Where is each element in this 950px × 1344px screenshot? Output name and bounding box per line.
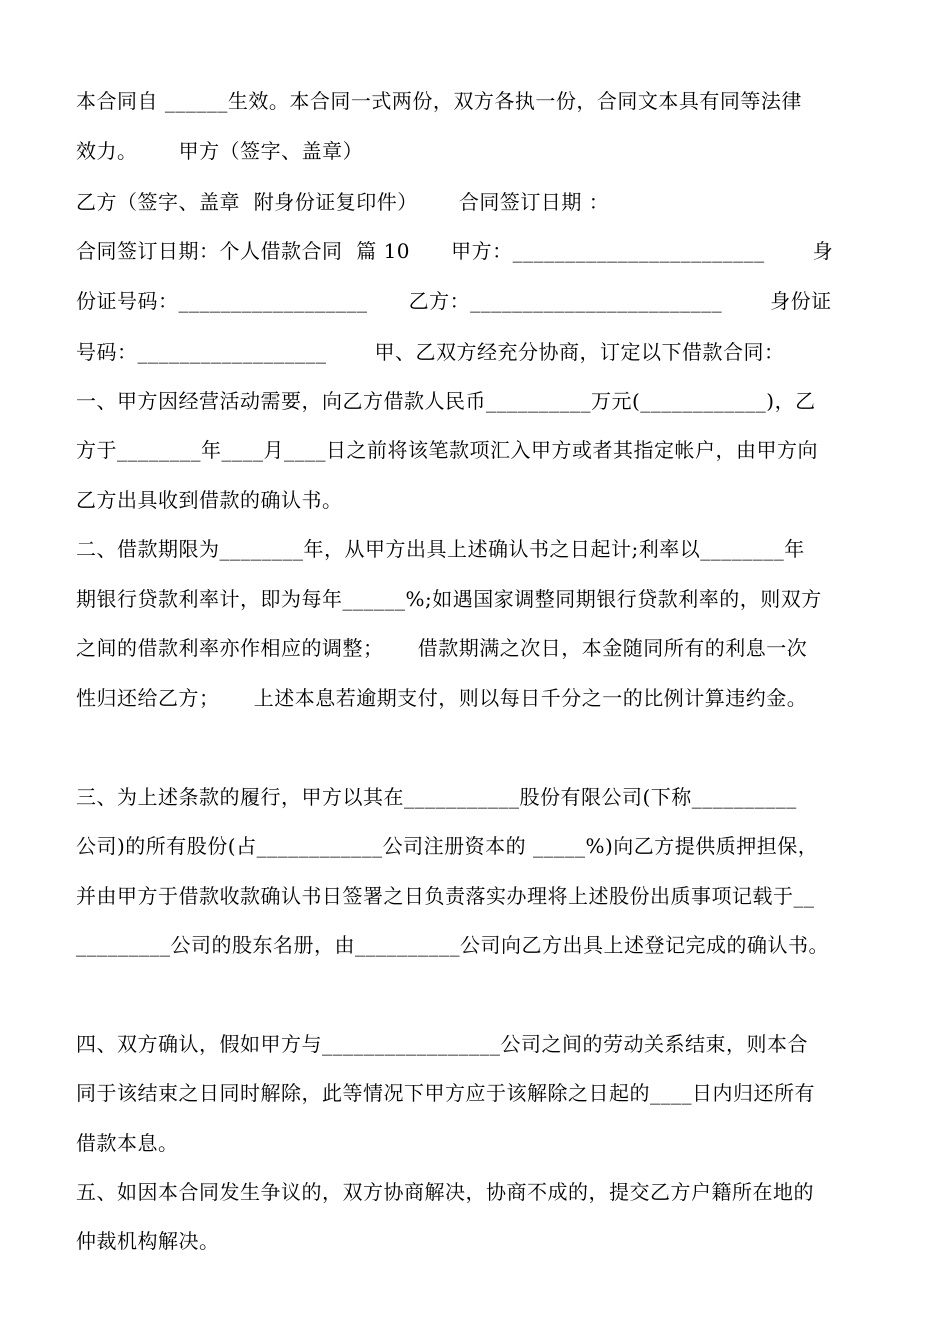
clause-4-text: 同于该结束之日同时解除，此等情况下甲方应于该解除之日起的____日内归还所有 xyxy=(76,1081,815,1105)
clause-3-text: _________公司的股东名册，由__________公司向乙方出具上述登记完成的确认书。 xyxy=(76,933,829,957)
clause-1-text: 方于________年____月____日之前将该笔款项汇入甲方或者其指定帐户，由甲方向 xyxy=(76,438,818,462)
text-line: 本合同自 ______生效。本合同一式两份，双方各执一份，合同文本具有同等法律 xyxy=(76,89,802,113)
text-line: 乙方（签字、盖章 附身份证复印件） 合同签订日期 ： xyxy=(76,190,610,214)
clause-1-text: 乙方出具收到借款的确认书。 xyxy=(76,488,343,512)
clause-4-text: 借款本息。 xyxy=(76,1131,179,1155)
clause-3-text: 并由甲方于借款收款确认书日签署之日负责落实办理将上述股份出质事项记载于__ xyxy=(76,884,815,908)
clause-2-text: 之间的借款利率亦作相应的调整； 借款期满之次日，本金随同所有的利息一次 xyxy=(76,636,808,660)
text-line: 号码：__________________ 甲、乙双方经充分协商，订定以下借款合同： xyxy=(76,340,785,364)
clause-4-text: 四、双方确认，假如甲方与_________________公司之间的劳动关系结束，则本合 xyxy=(76,1032,808,1056)
clause-5-text: 仲裁机构解决。 xyxy=(76,1229,220,1253)
clause-3-text: 三、为上述条款的履行，甲方以其在___________股份有限公司(下称__________ xyxy=(76,785,797,809)
text-line: 效力。 甲方（签字、盖章） xyxy=(76,139,364,163)
clause-3-text: 公司)的所有股份(占____________公司注册资本的 _____%)向乙方提供质押担保， xyxy=(76,834,819,858)
clause-1-text: 一、甲方因经营活动需要，向乙方借款人民币__________万元(____________)，乙 xyxy=(76,389,816,413)
clause-2-text: 性归还给乙方； 上述本息若逾期支付，则以每日千分之一的比例计算违约金。 xyxy=(76,686,808,710)
text-line: 份证号码：__________________ 乙方：________________________ 身份证 xyxy=(76,289,832,313)
clause-2-text: 二、借款期限为________年，从甲方出具上述确认书之日起计;利率以________年 xyxy=(76,537,805,561)
clause-2-text: 期银行贷款利率计，即为每年______%;如遇国家调整同期银行贷款利率的，则双方 xyxy=(76,587,822,611)
text-line: 合同签订日期：个人借款合同 篇 10 甲方：________________________ 身 xyxy=(76,239,834,263)
clause-5-text: 五、如因本合同发生争议的，双方协商解决，协商不成的，提交乙方户籍所在地的 xyxy=(76,1180,814,1204)
